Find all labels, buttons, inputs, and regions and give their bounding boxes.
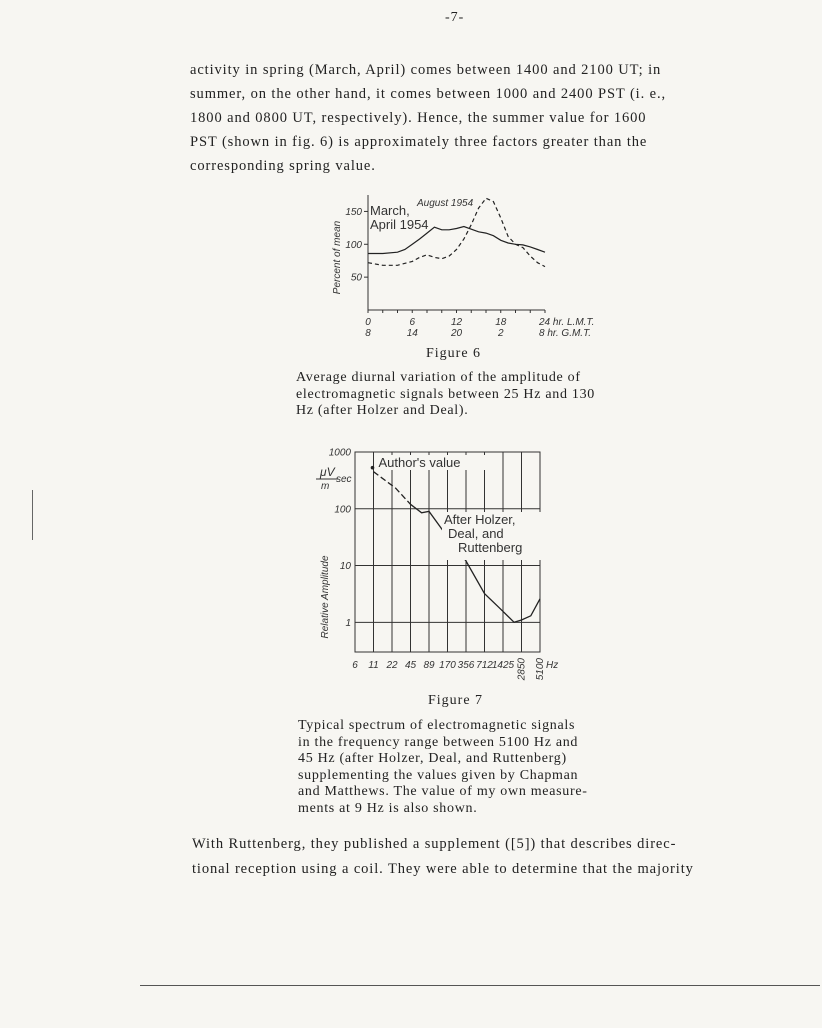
y-unit-right: sec	[336, 474, 352, 485]
caption-line: Hz (after Holzer and Deal).	[296, 403, 469, 418]
caption-line: 45 Hz (after Holzer, Deal, and Ruttenberg)	[298, 751, 567, 766]
y-unit-top: μV	[320, 465, 335, 479]
x-tick-label-gmt: 8 hr. G.M.T.	[539, 328, 592, 339]
text-line: activity in spring (March, April) comes between 1400 and 2100 UT; in	[190, 62, 662, 78]
text-line: 1800 and 0800 UT, respectively). Hence, the summer value for 1600	[190, 110, 647, 126]
text-line: corresponding spring value.	[190, 158, 376, 174]
margin-mark	[32, 490, 33, 540]
annotation-author-value: Author's value	[378, 455, 461, 470]
annotation-line: After Holzer,	[444, 512, 516, 527]
footer-rule	[140, 985, 820, 986]
x-tick-label: 6	[352, 660, 358, 671]
figure-6-svg	[320, 185, 620, 345]
x-tick-label: 356	[457, 660, 475, 671]
series-label-line: April 1954	[370, 217, 429, 232]
x-unit-label: Hz	[546, 660, 559, 671]
x-tick-label: 5100	[535, 658, 546, 681]
text-line: summer, on the other hand, it comes between 1000 and 2400 PST (i. e.,	[190, 86, 667, 102]
y-axis-label: Percent of mean	[332, 220, 343, 295]
x-tick-label-lmt: 6	[409, 317, 416, 328]
x-tick-label: 1425	[491, 660, 515, 671]
text-line: With Ruttenberg, they published a supplement ([5]) that describes direc-	[192, 836, 677, 852]
figure-7-svg	[310, 440, 580, 690]
figure-6-label: Figure 6	[426, 346, 482, 361]
caption-line: Typical spectrum of electromagnetic signals	[298, 718, 576, 733]
y-tick-label: 50	[350, 272, 362, 284]
x-tick-label: 712	[476, 660, 493, 671]
y-tick-label: 150	[345, 206, 362, 218]
x-tick-label: 2850	[516, 658, 528, 681]
y-tick-label: 10	[339, 561, 351, 573]
author-value-point	[371, 466, 375, 470]
x-tick-label-lmt: 0	[365, 317, 371, 328]
annotation-line: Deal, and	[448, 526, 504, 541]
series-label-line: March,	[370, 203, 410, 218]
page-number: -7-	[445, 10, 465, 25]
x-tick-label: 89	[423, 660, 435, 671]
x-tick-label-lmt: 12	[450, 317, 463, 328]
series-label-august: August 1954	[417, 198, 474, 209]
caption-line: electromagnetic signals between 25 Hz and 130	[296, 386, 595, 402]
caption-line: ments at 9 Hz is also shown.	[298, 800, 478, 816]
figure-7-chart	[310, 440, 580, 695]
y-axis-label: Relative Amplitude	[320, 555, 331, 639]
x-tick-label-gmt: 14	[406, 328, 418, 339]
x-tick-label: 45	[404, 660, 417, 671]
x-tick-label: 170	[439, 660, 456, 671]
paragraph-2	[192, 832, 694, 881]
caption-line: and Matthews. The value of my own measure-	[298, 784, 588, 799]
y-tick-label: 1000	[328, 447, 351, 459]
x-tick-label-lmt: 24 hr. L.M.T.	[539, 317, 595, 328]
figure-7-label: Figure 7	[428, 693, 484, 708]
x-tick-label-lmt: 18	[495, 317, 507, 328]
x-tick-label-gmt: 20	[450, 328, 463, 339]
x-tick-label: 22	[386, 660, 398, 671]
text-line: tional reception using a coil. They were able to determine that the majority	[192, 860, 694, 877]
x-tick-label-gmt: 8	[365, 328, 371, 339]
y-tick-label: 100	[345, 239, 362, 251]
x-tick-label-gmt: 2	[497, 328, 504, 339]
figure-6-chart	[320, 185, 620, 350]
paragraph-1	[190, 58, 666, 178]
figure-7-caption	[298, 718, 588, 817]
caption-line: supplementing the values given by Chapman	[298, 767, 579, 783]
annotation-line: Ruttenberg	[458, 540, 523, 555]
figure-6-caption	[296, 370, 595, 420]
y-tick-label: 100	[334, 504, 351, 516]
text-line: PST (shown in fig. 6) is approximately three factors greater than the	[190, 134, 648, 150]
y-tick-label: 1	[345, 617, 351, 629]
caption-line: in the frequency range between 5100 Hz and	[298, 734, 579, 750]
y-unit-bottom: m	[321, 481, 330, 492]
caption-line: Average diurnal variation of the amplitude of	[296, 370, 581, 385]
x-tick-label: 11	[368, 660, 379, 671]
